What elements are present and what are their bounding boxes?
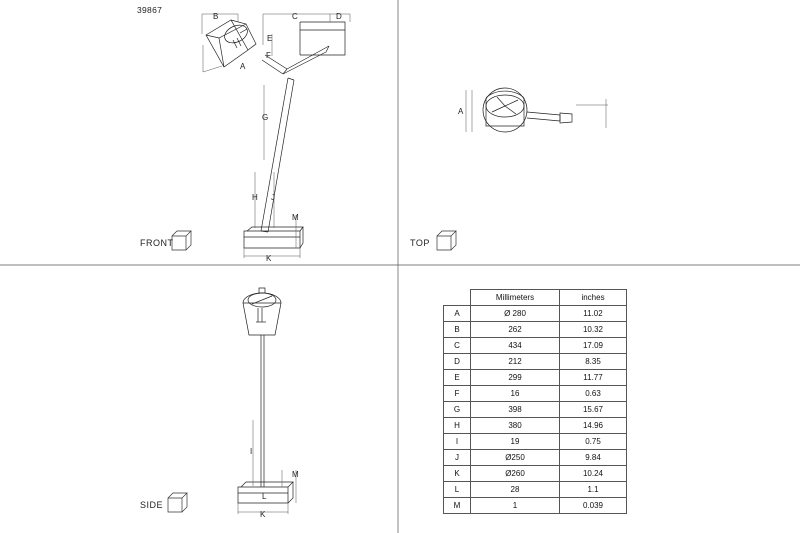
- dim-callout-J: J: [271, 193, 275, 202]
- row-mm: 28: [471, 482, 560, 498]
- table-row: [444, 482, 627, 498]
- row-inch: 8.35: [560, 354, 627, 370]
- row-key: K: [444, 466, 471, 482]
- table-row: [444, 354, 627, 370]
- table-row: [444, 434, 627, 450]
- row-inch: 0.039: [560, 498, 627, 514]
- table-row: [444, 418, 627, 434]
- row-key: E: [444, 370, 471, 386]
- row-mm: Ø 280: [471, 306, 560, 322]
- row-key: B: [444, 322, 471, 338]
- dim-callout-K-side: K: [260, 510, 266, 519]
- row-mm: Ø260: [471, 466, 560, 482]
- dim-callout-G: G: [262, 113, 269, 122]
- table-row: [444, 322, 627, 338]
- table-row: [444, 386, 627, 402]
- row-inch: 15.67: [560, 402, 627, 418]
- row-mm: 1: [471, 498, 560, 514]
- row-mm: 262: [471, 322, 560, 338]
- header-inches: inches: [560, 290, 627, 306]
- row-key: F: [444, 386, 471, 402]
- dim-callout-B: B: [213, 12, 219, 21]
- row-key: A: [444, 306, 471, 322]
- row-mm: 212: [471, 354, 560, 370]
- row-mm: 434: [471, 338, 560, 354]
- row-inch: 11.02: [560, 306, 627, 322]
- row-inch: 0.63: [560, 386, 627, 402]
- table-header-row: [444, 290, 627, 306]
- row-key: C: [444, 338, 471, 354]
- dim-callout-K-front: K: [266, 254, 272, 263]
- dim-callout-E: E: [267, 34, 273, 43]
- dim-callout-L-side: L: [262, 492, 267, 501]
- table-row: [444, 450, 627, 466]
- table-row: [444, 498, 627, 514]
- row-key: H: [444, 418, 471, 434]
- row-inch: 10.32: [560, 322, 627, 338]
- row-mm: 16: [471, 386, 560, 402]
- view-label-top: TOP: [410, 238, 430, 248]
- table-row: [444, 466, 627, 482]
- table-row: [444, 402, 627, 418]
- row-mm: 299: [471, 370, 560, 386]
- dim-callout-D: D: [336, 12, 342, 21]
- table-row: [444, 338, 627, 354]
- header-key: [444, 290, 471, 306]
- dimension-table-body: [444, 290, 627, 514]
- row-key: J: [444, 450, 471, 466]
- row-inch: 0.75: [560, 434, 627, 450]
- row-key: L: [444, 482, 471, 498]
- table-row: [444, 306, 627, 322]
- row-mm: 19: [471, 434, 560, 450]
- view-label-side: SIDE: [140, 500, 164, 510]
- row-inch: 14.96: [560, 418, 627, 434]
- row-inch: 17.09: [560, 338, 627, 354]
- row-inch: 9.84: [560, 450, 627, 466]
- row-inch: 11.77: [560, 370, 627, 386]
- row-key: I: [444, 434, 471, 450]
- dim-callout-C: C: [292, 12, 298, 21]
- row-key: G: [444, 402, 471, 418]
- view-label-front: FRONT: [140, 238, 174, 248]
- row-key: D: [444, 354, 471, 370]
- dimension-table: [443, 289, 627, 514]
- dim-callout-I-side: I: [250, 447, 253, 456]
- dim-callout-M-side: M: [292, 470, 299, 479]
- row-inch: 1.1: [560, 482, 627, 498]
- header-millimeters: Millimeters: [471, 290, 560, 306]
- table-row: [444, 370, 627, 386]
- dim-callout-F: F: [266, 51, 271, 60]
- dim-callout-H: H: [252, 193, 258, 202]
- dim-callout-A-front: A: [240, 62, 246, 71]
- row-key: M: [444, 498, 471, 514]
- row-mm: 398: [471, 402, 560, 418]
- row-inch: 10.24: [560, 466, 627, 482]
- dim-callout-A-top: A: [458, 107, 464, 116]
- row-mm: 380: [471, 418, 560, 434]
- part-number: 39867: [137, 5, 163, 15]
- row-mm: Ø250: [471, 450, 560, 466]
- dim-callout-M-front: M: [292, 213, 299, 222]
